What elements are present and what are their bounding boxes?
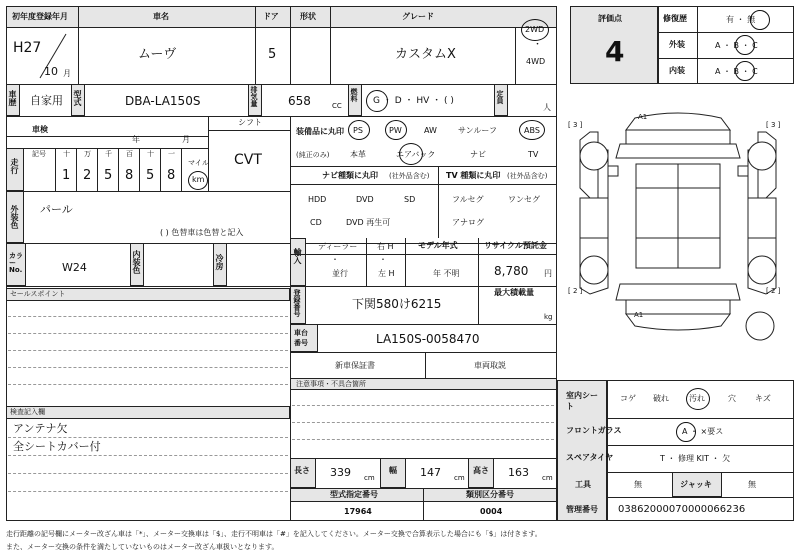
model-year-label: モデル年式	[418, 241, 458, 250]
header-band	[6, 6, 557, 28]
recycle-label: リサイクル預託金	[484, 241, 547, 250]
tv-label: TV 種類に丸印	[446, 171, 501, 180]
color-note: ( ) 色替車は色替と記入	[160, 228, 244, 237]
equip-tv: TV	[528, 150, 539, 159]
repair-label: 修復歴	[663, 14, 687, 23]
tools-label: 工具	[575, 480, 591, 489]
capacity-label: 定員	[496, 90, 504, 104]
equip-aw: AW	[424, 126, 437, 135]
inspector-line-1: アンテナ欠	[13, 422, 68, 435]
jack-label: ジャッキ	[680, 480, 712, 489]
designation-label: 型式指定番号	[330, 490, 378, 499]
color-no-value: W24	[62, 261, 87, 274]
spare-label: スペアタイヤ	[566, 453, 614, 462]
width-value: 147	[420, 466, 441, 479]
chassis-label: 車台番号	[294, 329, 308, 347]
first-reg-label: 初年度登録年月	[12, 12, 68, 21]
jack-value: 無	[748, 480, 756, 489]
equip-leather: 本革	[350, 150, 366, 159]
length-label: 長さ	[294, 466, 310, 475]
drive-2wd: 2WD	[525, 25, 545, 34]
glass-label: フロントガラス	[566, 426, 622, 435]
fuel-options: G ・ D ・ HV ・ ( )	[373, 96, 454, 106]
notes-label: 注意事項・不具合箇所	[296, 380, 366, 388]
hand-dot: ・	[379, 255, 387, 264]
inspection-month: 月	[182, 135, 190, 144]
tools-value: 無	[634, 480, 642, 489]
drive-dot: ・	[533, 40, 543, 50]
import-parallel: 並行	[332, 269, 348, 278]
first-reg-year: H27	[13, 40, 42, 56]
first-reg-month: 10	[44, 65, 58, 78]
color-no-label: カラーNo.	[9, 252, 23, 274]
symbol-label: 記号	[32, 150, 46, 158]
left-hand: 左 H	[378, 269, 395, 278]
equip-sunroof: サンルーフ	[458, 126, 497, 135]
drive-4wd: 4WD	[526, 57, 546, 66]
category-value: 0004	[480, 507, 503, 516]
car-name-label: 車名	[153, 12, 169, 21]
import-dot: ・	[331, 255, 339, 264]
registration-label: 登録番号	[293, 289, 301, 317]
right-hand: 右 H	[377, 242, 394, 251]
door-label: ドア	[263, 12, 279, 21]
km-label: km	[192, 175, 205, 184]
navi-sub: (社外品含む)	[389, 172, 430, 180]
inspection-label: 車検	[32, 125, 48, 134]
color-value: パール	[40, 203, 73, 216]
score-label: 評価点	[598, 14, 622, 23]
import-label: 輸入	[293, 248, 302, 264]
diagram-label-tr3: [ 3 ]	[766, 121, 781, 129]
model-year-value: 年 不明	[433, 269, 460, 278]
chassis-value: LA150S-0058470	[376, 332, 480, 346]
seat-ana: 穴	[728, 394, 736, 403]
repair-options: 有 ・ 無	[726, 15, 756, 24]
length-value: 339	[330, 466, 351, 479]
navi-hdd: HDD	[308, 195, 327, 204]
mileage-digit-5: 5	[146, 168, 155, 183]
cooler-label: 冷房	[215, 254, 224, 270]
model-value: DBA-LA150S	[125, 94, 201, 108]
width-label: 幅	[389, 466, 397, 475]
color-label: 外装色	[10, 205, 19, 229]
capacity-unit: 人	[543, 103, 551, 112]
model-label: 型式	[73, 90, 82, 106]
exterior-options: A ・ B ・ C	[715, 41, 758, 50]
mileage-digit-4: 8	[125, 168, 134, 183]
mileage-digit-6: 8	[167, 168, 176, 183]
diagram-label-tl3: [ 3 ]	[568, 121, 583, 129]
equip-abs: ABS	[524, 126, 540, 135]
inspection-year: 年	[132, 135, 140, 144]
interior-label: 内装	[669, 66, 685, 75]
equip-pw: PW	[389, 126, 402, 135]
mileage-label: 走行	[10, 158, 19, 174]
fuel-label: 燃料	[350, 88, 358, 102]
inspector-label: 検査記入欄	[10, 408, 45, 416]
navi-dvd-play: DVD 再生可	[346, 218, 391, 227]
car-name: ムーヴ	[138, 47, 177, 62]
equipment-sub: (純正のみ)	[296, 151, 330, 159]
mile-label: マイル	[188, 159, 209, 167]
glass-value: A ・ ×要ス	[682, 427, 724, 436]
mileage-digit-1: 1	[62, 168, 71, 183]
exterior-label: 外装	[669, 40, 685, 49]
cc-unit: CC	[332, 102, 342, 110]
navi-dvd: DVD	[356, 195, 374, 204]
displacement-label: 排気量	[250, 86, 258, 107]
equipment-label: 装備品に丸印	[296, 127, 344, 136]
designation-value: 17964	[344, 507, 372, 516]
height-value: 163	[508, 466, 529, 479]
seat-yabure: 破れ	[653, 394, 669, 403]
spare-value: T ・ 修理 KIT ・ 欠	[660, 454, 731, 463]
shape-label: 形状	[300, 12, 316, 21]
management-label: 管理番号	[566, 505, 598, 514]
door-count: 5	[268, 47, 277, 62]
score-value: 4	[605, 35, 625, 68]
category-label: 類別区分番号	[466, 490, 514, 499]
max-load-label: 最大積載量	[494, 288, 534, 297]
diagram-label-ml2: [ 2 ]	[568, 287, 583, 295]
displacement-value: 658	[288, 94, 311, 108]
interior-color-label: 内装色	[132, 250, 141, 274]
kg-unit: kg	[544, 313, 553, 321]
tv-oneseg: ワンセグ	[508, 195, 540, 204]
diagram-label-a1-bottom: A1	[634, 311, 644, 319]
interior-options: A ・ B ・ C	[715, 67, 758, 76]
mileage-digit-2: 2	[83, 168, 92, 183]
yen-unit: 円	[544, 269, 552, 278]
unit-man: 万	[84, 150, 91, 158]
footer-line-1: 走行距離の記号欄にメーター改ざん車は「*」、メーター交換車は「$」、走行不明車は「#」を記入してください。メーター交換で合算表示した場合にも「$」は付きます。	[6, 530, 542, 538]
tv-sub: (社外品含む)	[507, 172, 548, 180]
height-label: 高さ	[473, 466, 489, 475]
recycle-value: 8,780	[494, 264, 529, 278]
height-cm: cm	[542, 474, 553, 482]
grade-label: グレード	[402, 12, 434, 21]
import-dealer: ディーラー	[318, 242, 358, 251]
length-cm: cm	[364, 474, 375, 482]
diagram-label-mr2: [ 2 ]	[766, 287, 781, 295]
seat-kizu: キズ	[755, 394, 771, 403]
width-cm: cm	[454, 474, 465, 482]
grade-value: カスタムX	[395, 47, 456, 62]
footer-line-2: また、メーター交換の条件を満たしていないものはメーター改ざん車扱いとなります。	[6, 543, 279, 551]
tv-analog: アナログ	[452, 218, 484, 227]
navi-cd: CD	[310, 218, 322, 227]
inspector-line-2: 全シートカバー付	[13, 440, 101, 453]
unit-10man: 十	[63, 150, 70, 158]
tv-fullseg: フルセグ	[452, 195, 484, 204]
diagram-label-a1-top: A1	[638, 113, 648, 121]
mileage-digit-3: 5	[104, 168, 113, 183]
management-value: 03862000070000066236	[618, 504, 746, 515]
equip-ps: PS	[353, 126, 363, 135]
car-body-diagram	[560, 88, 796, 380]
equip-navi: ナビ	[470, 150, 486, 159]
shift-value: CVT	[234, 152, 262, 168]
unit-ichi: 一	[168, 150, 175, 158]
seat-yogore: 汚れ	[689, 394, 705, 403]
warranty-label: 新車保証書	[335, 361, 375, 370]
usage-value: 自家用	[30, 94, 63, 107]
shift-label: シフト	[238, 118, 262, 127]
navi-sd: SD	[404, 195, 416, 204]
sales-point-label: セールスポイント	[10, 290, 66, 298]
month-unit: 月	[63, 69, 71, 78]
seat-koge: コゲ	[620, 394, 636, 403]
seat-label: 室内シート	[566, 391, 598, 411]
manual-label: 車両取説	[474, 361, 506, 370]
unit-juu: 十	[147, 150, 154, 158]
usage-label: 車歴	[8, 90, 17, 106]
unit-sen: 千	[105, 150, 112, 158]
equip-airbag: エアバック	[396, 150, 436, 159]
navi-label: ナビ種類に丸印	[322, 171, 378, 180]
unit-hyaku: 百	[126, 150, 133, 158]
registration-value: 下関580け6215	[352, 297, 442, 311]
